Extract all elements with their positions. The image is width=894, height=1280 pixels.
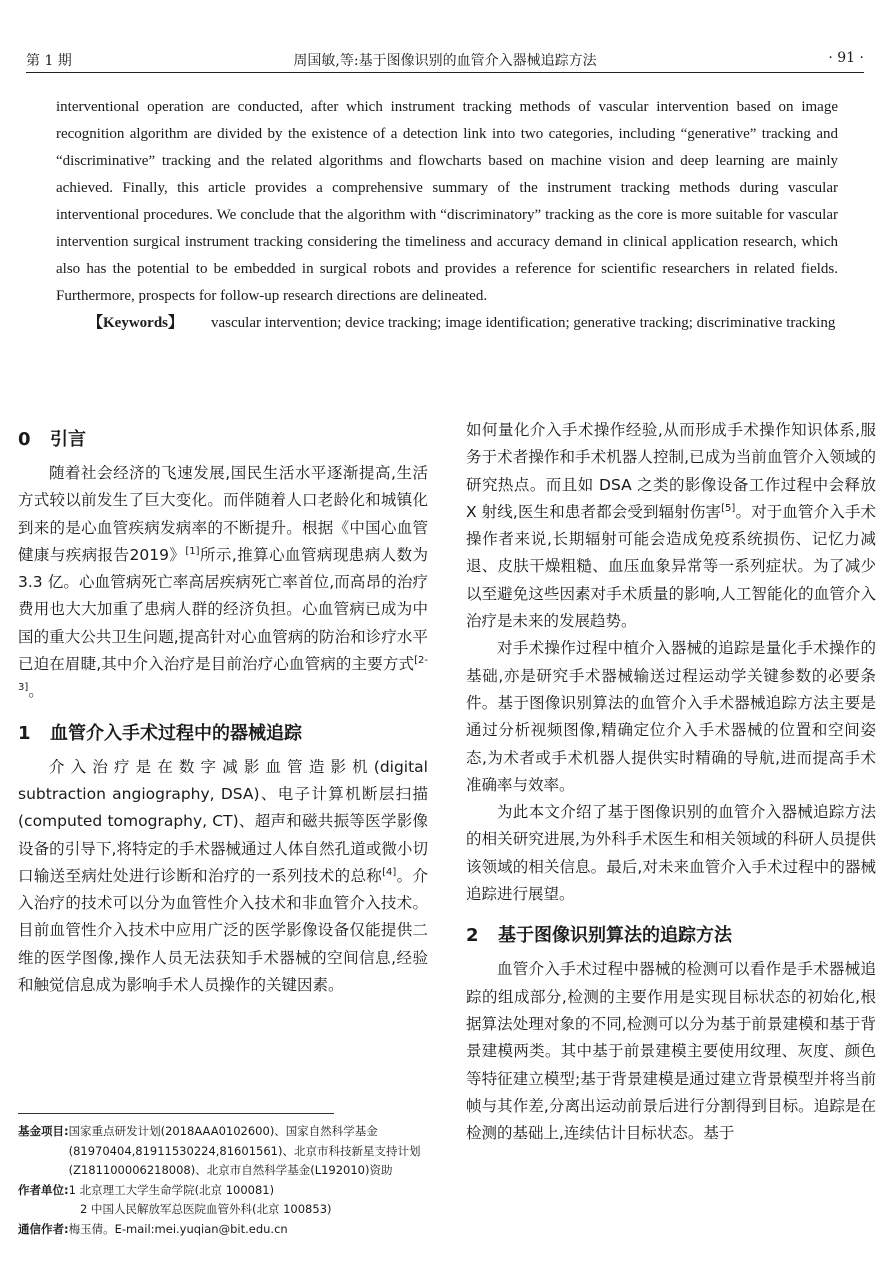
section-1-paragraph [18, 754, 428, 1000]
paragraph-text: 。 [28, 682, 44, 701]
corresponding-author[interactable]: 梅玉倩。E-mail:mei.yuqian@bit.edu.cn [68, 1221, 288, 1236]
funding-note [18, 1122, 430, 1181]
citation[interactable]: [1] [185, 545, 200, 557]
section-1-heading [18, 714, 428, 754]
keywords-list: vascular intervention; device tracking; image identification; generative tracking; discriminative tracking [211, 315, 836, 331]
abstract [56, 94, 838, 337]
intro-paragraph [18, 460, 428, 706]
section-number: 2 [466, 925, 479, 947]
paragraph-text: 所示,推算心血管病现患病人数为 3.3 亿。心血管病死亡率高居疾病死亡率首位,而高昂的治疗费用也大大加重了患病人群的经济负担。心血管病已成为中国的重大公共卫生问题,提高针对心血管病的防治和诊疗水平已迫在眉睫,其中介入治疗是目前治疗心血管病的主要方式 [18, 545, 428, 674]
keywords [56, 310, 838, 337]
paragraph-text: 介入治疗是在数字减影血管造影机(digital subtraction angiography, DSA)、电子计算机断层扫描(computed tomography, CT)、超声和磁共振等医学影像设备的引导下,将特定的手术器械通过人体自然孔道或微小切口输送至病灶处进行诊断和治疗的一系列技术的总称 [18, 757, 428, 885]
funding-text: 国家重点研发计划(2018AAA0102600)、国家自然科学基金(81970404,81911530224,81601561)、北京市科技新星支持计划(Z181100006218008)、北京市自然科学基金(L192010)资助 [68, 1124, 421, 1177]
keywords-label: 【Keywords】 [88, 315, 183, 331]
abstract-body: interventional operation are conducted, after which instrument tracking methods of vascular intervention based on image recognition algorithm are divided by the existence of a detection link into two categories, including “generative” tracking and “discriminative” tracking and the related algorithms and flowcharts based on machine vision and deep learning are mainly achieved. Finally, this article provides a comprehensive summary of the instrument tracking methods during vascular interventional procedures. We conclude that the algorithm with “discriminatory” tracking as the core is more suitable for vascular intervention surgical instrument tracking considering the timeliness and accuracy demand in clinical application research, which also has the potential to be embedded in surgical robots and provides a reference for scientific researchers in related fields. Furthermore, prospects for follow-up research directions are delineated. [56, 99, 838, 304]
running-title: 周国敏,等:基于图像识别的血管介入器械追踪方法 [293, 53, 597, 69]
section-title: 血管介入手术过程中的器械追踪 [50, 722, 302, 744]
footnote-divider [18, 1113, 334, 1114]
right-column [466, 417, 876, 1147]
left-column [18, 420, 428, 999]
citation[interactable]: [5] [721, 502, 736, 514]
paragraph-text: 。对于血管介入手术操作者来说,长期辐射可能会造成免疫系统损伤、记忆力减退、皮肤干燥粗糙、血压血象异常等一系列症状。为了减少以至避免这些因素对手术质量的影响,人工智能化的血管介入治疗是未来的发展趋势。 [466, 502, 876, 631]
affiliation-1: 1 北京理工大学生命学院(北京 100081) [68, 1182, 275, 1197]
paragraph-text: 如何量化介入手术操作经验,从而形成手术操作知识体系,服务于术者操作和手术机器人控制,已成为当前血管介入领域的研究热点。而且如 DSA 之类的影像设备工作过程中会释放 X 射线,医生和患者都会受到辐射伤害 [466, 421, 876, 521]
paragraph-text: 随着社会经济的飞速发展,国民生活水平逐渐提高,生活方式较以前发生了巨大变化。而伴随着人口老龄化和城镇化到来的是心血管疾病发病率的不断提升。根据《中国心血管健康与疾病报告2019》 [18, 464, 428, 564]
affiliation-note [18, 1181, 430, 1201]
section-1-paragraph-continued [466, 417, 876, 635]
corresponding-note [18, 1220, 430, 1240]
issue-number: 第 1 期 [26, 53, 72, 69]
section-2-heading [466, 916, 876, 956]
section-title: 基于图像识别算法的追踪方法 [498, 925, 732, 947]
section-title: 引言 [50, 429, 86, 450]
page-number: · 91 · [828, 50, 864, 66]
section-number: 0 [18, 429, 31, 450]
funding-label: 基金项目: [18, 1124, 69, 1138]
running-header [26, 46, 864, 73]
corresponding-label: 通信作者: [18, 1221, 69, 1236]
footnotes [18, 1122, 430, 1239]
section-0-heading [18, 420, 428, 460]
citation[interactable]: [4] [382, 866, 397, 878]
section-number: 1 [18, 722, 31, 744]
paragraph-text: 。介入治疗的技术可以分为血管性介入技术和非血管介入技术。目前血管性介入技术中应用广泛的医学影像设备仅能提供二维的医学图像,操作人员无法获知手术器械的空间信息,经验和触觉信息成为影响手术人员操作的关键因素。 [18, 866, 428, 995]
section-2-paragraph: 血管介入手术过程中器械的检测可以看作是手术器械追踪的组成部分,检测的主要作用是实现目标状态的初始化,根据算法处理对象的不同,检测可以分为基于前景建模和基于背景建模两类。其中基于前景建模主要使用纹理、灰度、颜色等特征建立模型;基于背景建模是通过建立背景模型并将当前帧与其作差,分离出运动前景后进行分割得到目标。追踪是在检测的基础上,连续估计目标状态。基于 [466, 960, 876, 1143]
affiliation-2: 2 中国人民解放军总医院血管外科(北京 100853) [80, 1202, 332, 1216]
section-1-paragraph: 为此本文介绍了基于图像识别的血管介入器械追踪方法的相关研究进展,为外科手术医生和相关领域的科研人员提供该领域的相关信息。最后,对未来血管介入手术过程中的器械追踪进行展望。 [466, 803, 876, 904]
section-1-paragraph: 对手术操作过程中植介入器械的追踪是量化手术操作的基础,亦是研究手术器械输送过程运动学关键参数的必要条件。基于图像识别算法的血管介入手术器械追踪方法主要是通过分析视频图像,精确定位介入手术器械的位置和空间姿态,为术者或手术机器人提供实时精确的导航,进而提高手术准确率与效率。 [466, 639, 876, 794]
affiliation-label: 作者单位: [18, 1182, 69, 1197]
citation[interactable]: [2-3] [18, 654, 428, 694]
